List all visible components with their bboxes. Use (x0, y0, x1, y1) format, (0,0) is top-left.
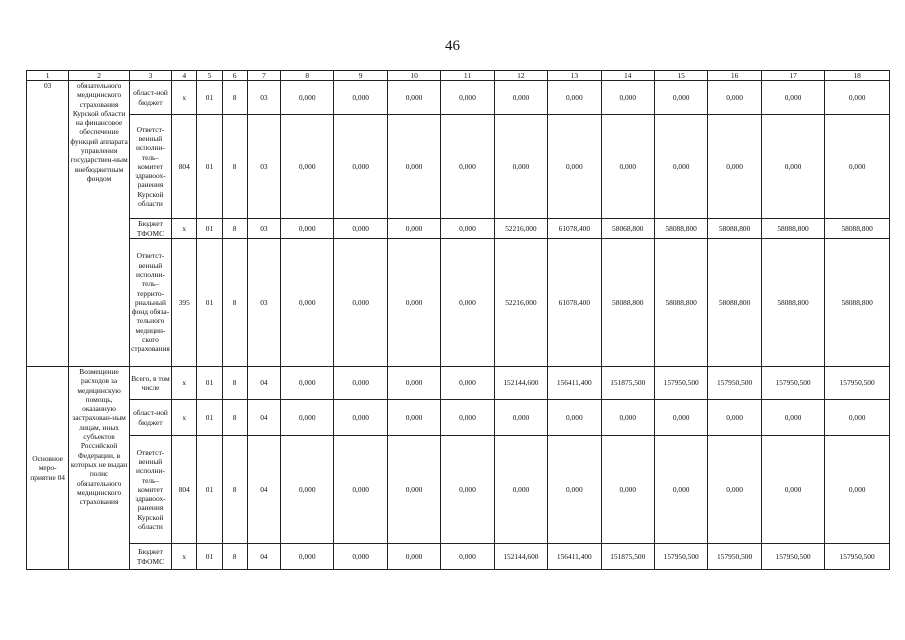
table-body (27, 81, 890, 570)
value-cell-col4: x (172, 81, 197, 115)
value-cell-col5: 01 (197, 436, 222, 544)
value-cell-col15: 0,000 (654, 400, 707, 436)
value-cell-col13: 61078,400 (548, 219, 601, 239)
value-cell-col6: 8 (222, 239, 247, 367)
header-cell-17: 17 (761, 71, 825, 81)
value-cell-col5: 01 (197, 81, 222, 115)
value-cell-col16: 0,000 (708, 115, 761, 219)
value-cell-col5: 01 (197, 367, 222, 400)
value-cell-col10: 0,000 (387, 219, 440, 239)
header-cell-15: 15 (654, 71, 707, 81)
value-cell-col5: 01 (197, 544, 222, 570)
value-cell-col8: 0,000 (281, 219, 334, 239)
source-cell: Ответст-венный исполни-тель–комитет здравоох-ранения Курской области (129, 436, 171, 544)
value-cell-col16: 58088,800 (708, 219, 761, 239)
value-cell-col9: 0,000 (334, 219, 387, 239)
value-cell-col10: 0,000 (387, 436, 440, 544)
value-cell-col12: 0,000 (494, 400, 547, 436)
value-cell-col16: 0,000 (708, 400, 761, 436)
header-cell-10: 10 (387, 71, 440, 81)
header-cell-16: 16 (708, 71, 761, 81)
value-cell-col8: 0,000 (281, 400, 334, 436)
value-cell-col11: 0,000 (441, 400, 494, 436)
value-cell-col13: 156411,400 (548, 367, 601, 400)
value-cell-col17: 0,000 (761, 115, 825, 219)
value-cell-col15: 0,000 (654, 81, 707, 115)
value-cell-col15: 157950,500 (654, 367, 707, 400)
value-cell-col10: 0,000 (387, 367, 440, 400)
value-cell-col14: 0,000 (601, 115, 654, 219)
value-cell-col11: 0,000 (441, 436, 494, 544)
value-cell-col10: 0,000 (387, 544, 440, 570)
value-cell-col17: 0,000 (761, 400, 825, 436)
value-cell-col6: 8 (222, 81, 247, 115)
value-cell-col9: 0,000 (334, 544, 387, 570)
value-cell-col4: 395 (172, 239, 197, 367)
value-cell-col17: 157950,500 (761, 544, 825, 570)
value-cell-col8: 0,000 (281, 81, 334, 115)
value-cell-col13: 156411,400 (548, 544, 601, 570)
value-cell-col12: 0,000 (494, 115, 547, 219)
value-cell-col6: 8 (222, 544, 247, 570)
value-cell-col16: 0,000 (708, 81, 761, 115)
value-cell-col7: 03 (247, 115, 280, 219)
header-cell-6: 6 (222, 71, 247, 81)
value-cell-col6: 8 (222, 219, 247, 239)
value-cell-col12: 152144,600 (494, 544, 547, 570)
value-cell-col11: 0,000 (441, 115, 494, 219)
value-cell-col4: x (172, 400, 197, 436)
value-cell-col12: 152144,600 (494, 367, 547, 400)
value-cell-col15: 58088,800 (654, 239, 707, 367)
source-cell: Бюджет ТФОМС (129, 219, 171, 239)
table-row (27, 400, 890, 436)
value-cell-col8: 0,000 (281, 544, 334, 570)
value-cell-col14: 0,000 (601, 400, 654, 436)
header-cell-14: 14 (601, 71, 654, 81)
value-cell-col17: 0,000 (761, 436, 825, 544)
value-cell-col12: 0,000 (494, 436, 547, 544)
value-cell-col18: 0,000 (825, 81, 890, 115)
value-cell-col5: 01 (197, 219, 222, 239)
group2-description-cell: Возмещение расходов за медицинскую помощь, оказанную застрахован-ным лицам, иных субъектов Российской Федерации, в которых не выдан полис обязательного медицинского страхования (69, 367, 129, 570)
value-cell-col10: 0,000 (387, 115, 440, 219)
value-cell-col12: 0,000 (494, 81, 547, 115)
value-cell-col9: 0,000 (334, 81, 387, 115)
value-cell-col18: 0,000 (825, 400, 890, 436)
value-cell-col14: 151875,500 (601, 367, 654, 400)
value-cell-col9: 0,000 (334, 436, 387, 544)
source-cell: Ответст-венный исполни-тель–комитет здравоох-ранения Курской области (129, 115, 171, 219)
value-cell-col7: 03 (247, 219, 280, 239)
group2-code-cell: Основное меро-приятие 04 (27, 367, 69, 570)
value-cell-col16: 157950,500 (708, 544, 761, 570)
value-cell-col11: 0,000 (441, 81, 494, 115)
value-cell-col18: 58088,800 (825, 219, 890, 239)
table-header (27, 71, 890, 81)
value-cell-col7: 04 (247, 400, 280, 436)
source-cell: Бюджет ТФОМС (129, 544, 171, 570)
value-cell-col9: 0,000 (334, 115, 387, 219)
value-cell-col10: 0,000 (387, 400, 440, 436)
value-cell-col4: 804 (172, 115, 197, 219)
value-cell-col11: 0,000 (441, 239, 494, 367)
value-cell-col14: 0,000 (601, 81, 654, 115)
value-cell-col4: x (172, 544, 197, 570)
value-cell-col4: x (172, 219, 197, 239)
value-cell-col11: 0,000 (441, 219, 494, 239)
value-cell-col11: 0,000 (441, 544, 494, 570)
header-cell-7: 7 (247, 71, 280, 81)
value-cell-col9: 0,000 (334, 367, 387, 400)
table-row (27, 436, 890, 544)
value-cell-col16: 157950,500 (708, 367, 761, 400)
value-cell-col6: 8 (222, 367, 247, 400)
value-cell-col18: 0,000 (825, 436, 890, 544)
group1-code-cell: 03 (27, 81, 69, 367)
value-cell-col4: 804 (172, 436, 197, 544)
value-cell-col9: 0,000 (334, 400, 387, 436)
value-cell-col6: 8 (222, 115, 247, 219)
header-cell-13: 13 (548, 71, 601, 81)
header-cell-12: 12 (494, 71, 547, 81)
source-cell: Всего, в том числе (129, 367, 171, 400)
table-row (27, 544, 890, 570)
source-cell: Ответст-венный исполни-тель–террито-риальный фонд обяза-тельного медицин-ского страхования (129, 239, 171, 367)
value-cell-col16: 58088,800 (708, 239, 761, 367)
table-row (27, 115, 890, 219)
value-cell-col14: 0,000 (601, 436, 654, 544)
header-cell-4: 4 (172, 71, 197, 81)
value-cell-col13: 0,000 (548, 400, 601, 436)
header-cell-2: 2 (69, 71, 129, 81)
value-cell-col6: 8 (222, 400, 247, 436)
value-cell-col15: 0,000 (654, 115, 707, 219)
value-cell-col14: 58088,800 (601, 239, 654, 367)
value-cell-col8: 0,000 (281, 436, 334, 544)
value-cell-col18: 0,000 (825, 115, 890, 219)
table-row (27, 81, 890, 115)
value-cell-col5: 01 (197, 400, 222, 436)
value-cell-col13: 0,000 (548, 115, 601, 219)
header-cell-9: 9 (334, 71, 387, 81)
value-cell-col7: 04 (247, 544, 280, 570)
source-cell: област-ной бюджет (129, 400, 171, 436)
value-cell-col7: 04 (247, 436, 280, 544)
header-cell-5: 5 (197, 71, 222, 81)
value-cell-col10: 0,000 (387, 239, 440, 367)
header-cell-11: 11 (441, 71, 494, 81)
group1-description-cell: обязательного медицинского страхования Курской области на финансовое обеспечение функций аппарата управления государствен-ным внебюджетным фондом (69, 81, 129, 367)
value-cell-col9: 0,000 (334, 239, 387, 367)
value-cell-col5: 01 (197, 239, 222, 367)
value-cell-col10: 0,000 (387, 81, 440, 115)
value-cell-col18: 58088,800 (825, 239, 890, 367)
value-cell-col17: 0,000 (761, 81, 825, 115)
value-cell-col7: 04 (247, 367, 280, 400)
value-cell-col5: 01 (197, 115, 222, 219)
value-cell-col12: 52216,000 (494, 239, 547, 367)
table-row (27, 239, 890, 367)
header-cell-1: 1 (27, 71, 69, 81)
source-cell: област-ной бюджет (129, 81, 171, 115)
header-cell-8: 8 (281, 71, 334, 81)
value-cell-col17: 58088,800 (761, 219, 825, 239)
value-cell-col7: 03 (247, 239, 280, 367)
value-cell-col4: x (172, 367, 197, 400)
value-cell-col16: 0,000 (708, 436, 761, 544)
value-cell-col15: 157950,500 (654, 544, 707, 570)
value-cell-col13: 0,000 (548, 81, 601, 115)
value-cell-col17: 157950,500 (761, 367, 825, 400)
value-cell-col12: 52216,000 (494, 219, 547, 239)
table-row (27, 367, 890, 400)
value-cell-col18: 157950,500 (825, 367, 890, 400)
value-cell-col14: 58068,800 (601, 219, 654, 239)
value-cell-col7: 03 (247, 81, 280, 115)
value-cell-col17: 58088,800 (761, 239, 825, 367)
value-cell-col18: 157950,500 (825, 544, 890, 570)
value-cell-col8: 0,000 (281, 367, 334, 400)
table-row (27, 219, 890, 239)
value-cell-col11: 0,000 (441, 367, 494, 400)
page-number: 46 (445, 38, 460, 54)
budget-table (26, 70, 890, 570)
value-cell-col15: 0,000 (654, 436, 707, 544)
value-cell-col14: 151875,500 (601, 544, 654, 570)
value-cell-col8: 0,000 (281, 239, 334, 367)
value-cell-col15: 58088,800 (654, 219, 707, 239)
header-cell-18: 18 (825, 71, 890, 81)
value-cell-col13: 0,000 (548, 436, 601, 544)
header-cell-3: 3 (129, 71, 171, 81)
value-cell-col8: 0,000 (281, 115, 334, 219)
value-cell-col6: 8 (222, 436, 247, 544)
value-cell-col13: 61078,400 (548, 239, 601, 367)
